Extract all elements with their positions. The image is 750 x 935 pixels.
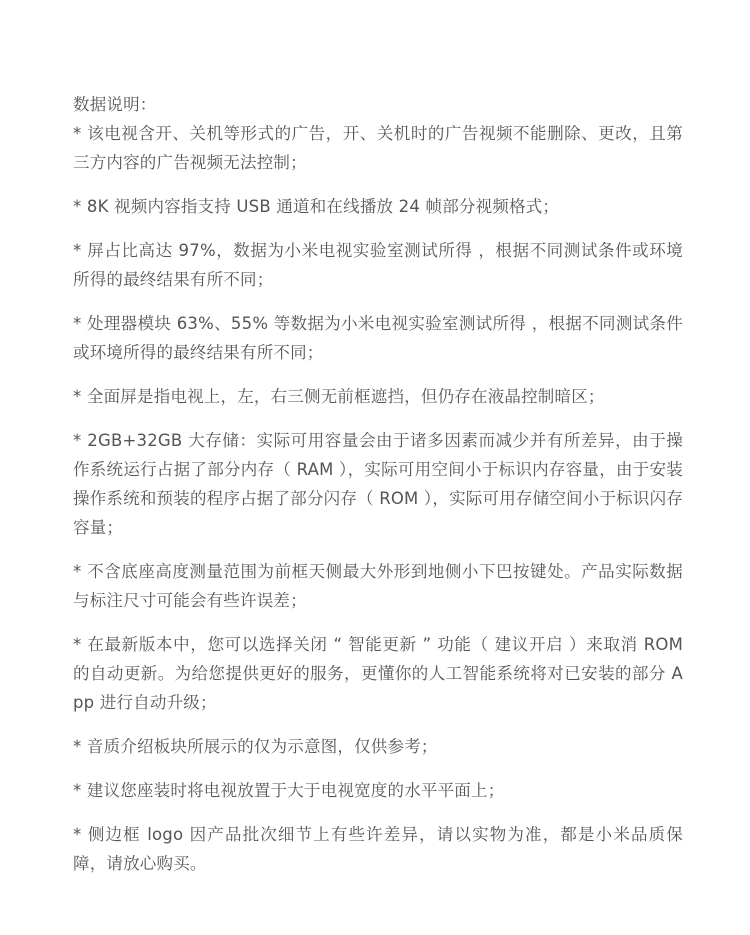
notes-list (73, 119, 683, 878)
note-item-height-measure: * 不含底座高度测量范围为前框天侧最大外形到地侧小下巴按键处。产品实际数据与标注尺寸可能会有些许误差； (73, 562, 683, 610)
note-item-screen-ratio: * 屏占比高达 97%，数据为小米电视实验室测试所得 ，根据不同测试条件或环境所得的最终结果有所不同； (73, 241, 683, 289)
note-item-full-screen: * 全面屏是指电视上，左，右三侧无前框遮挡，但仍存在液晶控制暗区； (73, 387, 605, 406)
notes-title: 数据说明： (73, 95, 157, 114)
note-item-audio: * 音质介绍板块所展示的仅为示意图，仅供参考； (73, 737, 438, 756)
note-item-ads: * 该电视含开、关机等形式的广告，开、关机时的广告视频不能删除、更改，且第三方内容的广告视频无法控制； (73, 124, 683, 172)
note-item-8k-video: * 8K 视频内容指支持 USB 通道和在线播放 24 帧部分视频格式； (73, 197, 560, 216)
note-item-logo: * 侧边框 logo 因产品批次细节上有些许差异，请以实物为准，都是小米品质保障，请放心购买。 (73, 825, 683, 873)
data-notes-section (73, 90, 683, 893)
note-item-placement: * 建议您座装时将电视放置于大于电视宽度的水平平面上； (73, 781, 505, 800)
note-item-smart-update: * 在最新版本中，您可以选择关闭 “ 智能更新 ” 功能（ 建议开启 ）来取消 ROM 的自动更新。为给您提供更好的服务，更懂你的人工智能系统将对已安装的部分 App 进行自动升级； (73, 635, 683, 712)
note-item-processor: * 处理器模块 63%、55% 等数据为小米电视实验室测试所得 ，根据不同测试条件或环境所得的最终结果有所不同； (73, 314, 683, 362)
note-item-storage: * 2GB+32GB 大存储：实际可用容量会由于诸多因素而减少并有所差异，由于操作系统运行占据了部分内存（ RAM ），实际可用空间小于标识内存容量，由于安装操作系统和预装的程序占据了部分闪存（ ROM ），实际可用存储空间小于标识闪存容量； (73, 431, 683, 537)
